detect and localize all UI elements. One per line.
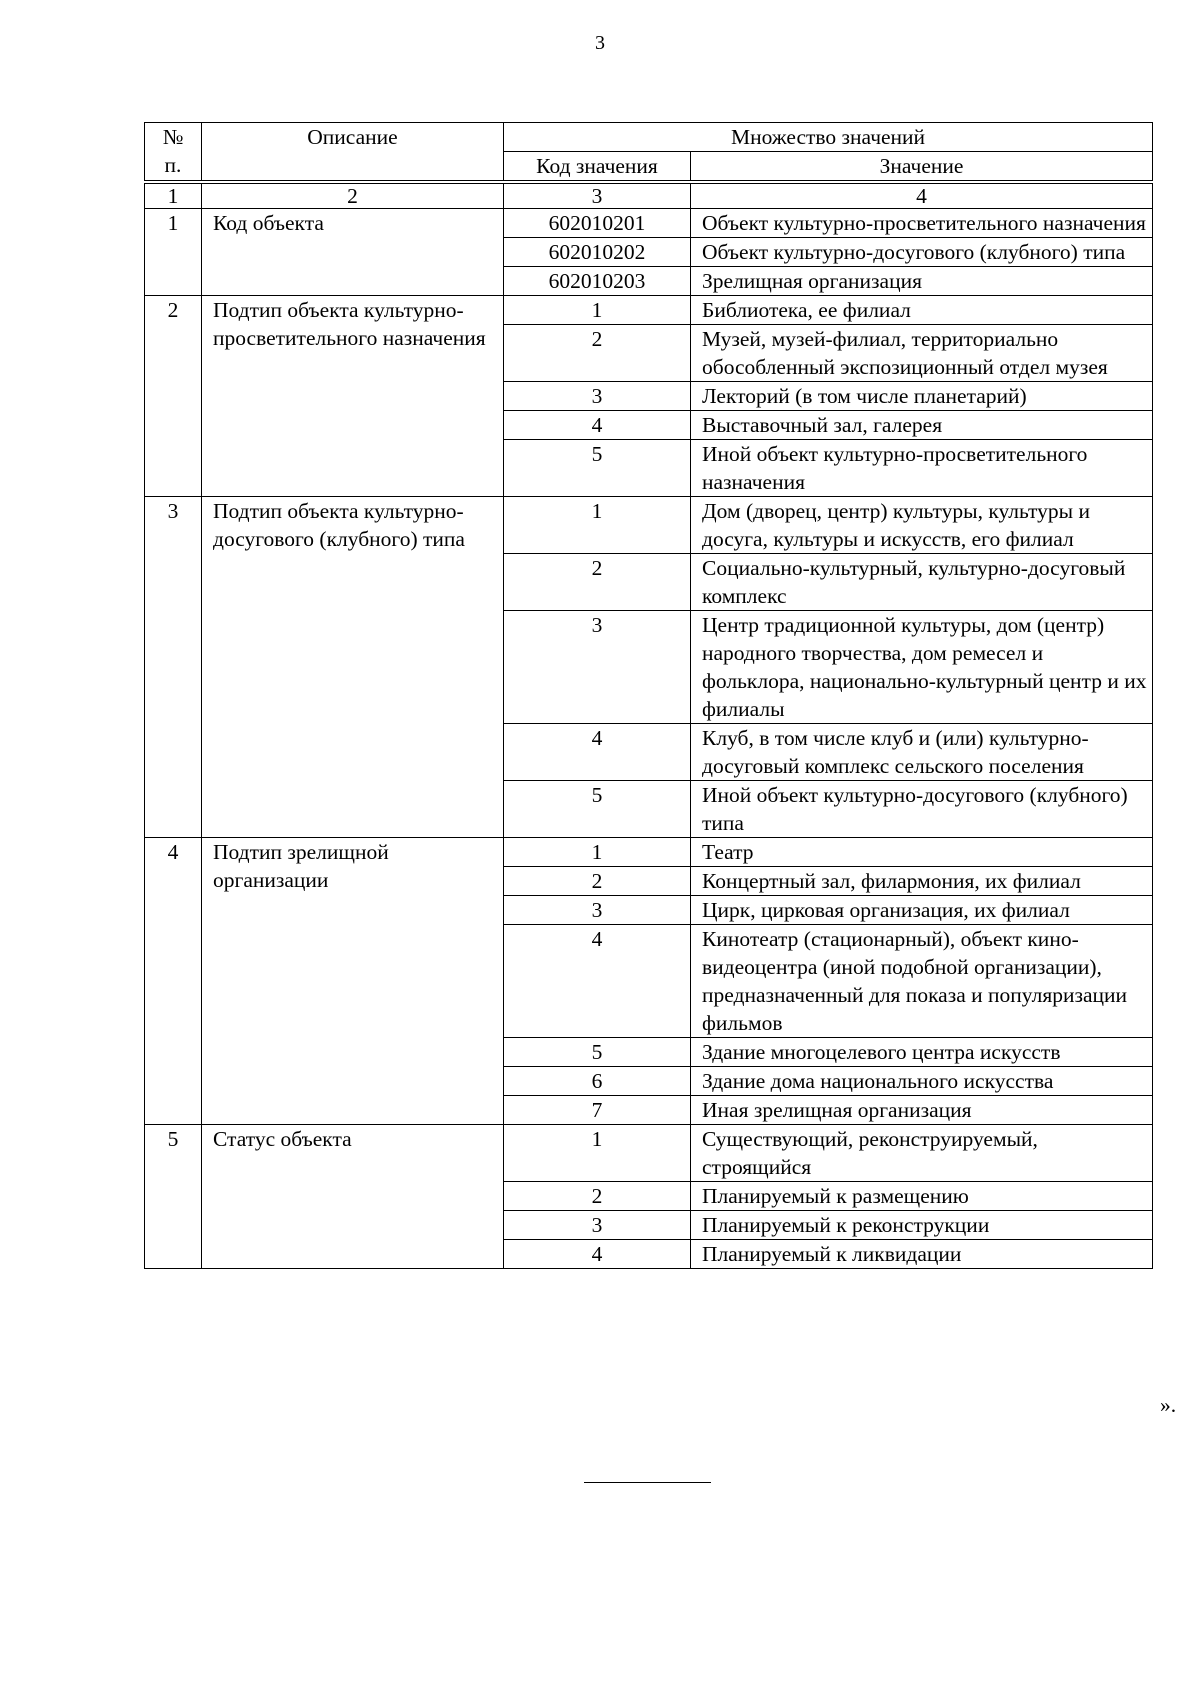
row-description: Подтип объекта культурно-просветительного назначения — [202, 296, 504, 497]
value-code: 1 — [504, 296, 691, 325]
row-description: Код объекта — [202, 209, 504, 296]
value-text: Цирк, цирковая организация, их филиал — [691, 896, 1153, 925]
value-text: Иной объект культурно-досугового (клубного) типа — [691, 781, 1153, 838]
value-text: Объект культурно-просветительного назначения — [691, 209, 1153, 238]
value-text: Здание дома национального искусства — [691, 1067, 1153, 1096]
row-description: Статус объекта — [202, 1125, 504, 1269]
column-number-2: 2 — [202, 184, 504, 209]
footer-divider — [584, 1482, 711, 1483]
column-number-3: 3 — [504, 184, 691, 209]
value-text: Дом (дворец, центр) культуры, культуры и досуга, культуры и искусств, его филиал — [691, 497, 1153, 554]
value-text: Кинотеатр (стационарный), объект кино-видеоцентра (иной подобной организации), предназначенный для показа и популяризации фильмов — [691, 925, 1153, 1038]
header-value-set: Множество значений — [504, 123, 1153, 152]
value-code: 5 — [504, 781, 691, 838]
row-description: Подтип зрелищной организации — [202, 838, 504, 1125]
value-text: Планируемый к ликвидации — [691, 1240, 1153, 1269]
row-description: Подтип объекта культурно-досугового (клубного) типа — [202, 497, 504, 838]
value-code: 602010201 — [504, 209, 691, 238]
value-text: Объект культурно-досугового (клубного) типа — [691, 238, 1153, 267]
value-code: 2 — [504, 867, 691, 896]
column-number-1: 1 — [145, 184, 202, 209]
value-code: 3 — [504, 382, 691, 411]
value-code: 3 — [504, 611, 691, 724]
value-text: Центр традиционной культуры, дом (центр) народного творчества, дом ремесел и фольклора, национально-культурный центр и их филиалы — [691, 611, 1153, 724]
table-header-row — [145, 123, 1153, 152]
value-text: Планируемый к реконструкции — [691, 1211, 1153, 1240]
closing-quote: ». — [1160, 1393, 1177, 1417]
value-code: 1 — [504, 497, 691, 554]
row-number: 3 — [145, 497, 202, 838]
value-text: Существующий, реконструируемый, строящийся — [691, 1125, 1153, 1182]
value-code: 2 — [504, 554, 691, 611]
value-text: Библиотека, ее филиал — [691, 296, 1153, 325]
table-row — [145, 838, 1153, 867]
value-code: 602010202 — [504, 238, 691, 267]
table-row — [145, 296, 1153, 325]
value-code: 2 — [504, 325, 691, 382]
value-code: 5 — [504, 1038, 691, 1067]
value-code: 4 — [504, 925, 691, 1038]
value-code: 3 — [504, 896, 691, 925]
column-number-4: 4 — [691, 184, 1153, 209]
header-num: № п. — [145, 123, 202, 181]
value-code: 4 — [504, 1240, 691, 1269]
row-number: 4 — [145, 838, 202, 1125]
value-code: 7 — [504, 1096, 691, 1125]
value-text: Клуб, в том числе клуб и (или) культурно-досуговый комплекс сельского поселения — [691, 724, 1153, 781]
value-text: Планируемый к размещению — [691, 1182, 1153, 1211]
value-code: 602010203 — [504, 267, 691, 296]
header-code: Код значения — [504, 152, 691, 181]
value-code: 3 — [504, 1211, 691, 1240]
value-text: Лекторий (в том числе планетарий) — [691, 382, 1153, 411]
header-description: Описание — [202, 123, 504, 181]
value-code: 1 — [504, 838, 691, 867]
value-code: 6 — [504, 1067, 691, 1096]
row-number: 1 — [145, 209, 202, 296]
value-text: Музей, музей-филиал, территориально обособленный экспозиционный отдел музея — [691, 325, 1153, 382]
value-text: Зрелищная организация — [691, 267, 1153, 296]
column-numbers-row — [145, 184, 1153, 209]
page-number: 3 — [595, 32, 605, 54]
value-text: Иная зрелищная организация — [691, 1096, 1153, 1125]
value-code: 5 — [504, 440, 691, 497]
value-code: 1 — [504, 1125, 691, 1182]
header-value: Значение — [691, 152, 1153, 181]
values-table — [144, 122, 1153, 1269]
table-row — [145, 209, 1153, 238]
value-text: Здание многоцелевого центра искусств — [691, 1038, 1153, 1067]
value-code: 2 — [504, 1182, 691, 1211]
row-number: 5 — [145, 1125, 202, 1269]
value-text: Театр — [691, 838, 1153, 867]
row-number: 2 — [145, 296, 202, 497]
value-code: 4 — [504, 724, 691, 781]
value-text: Выставочный зал, галерея — [691, 411, 1153, 440]
value-text: Концертный зал, филармония, их филиал — [691, 867, 1153, 896]
value-code: 4 — [504, 411, 691, 440]
table-row — [145, 1125, 1153, 1182]
table-row — [145, 497, 1153, 554]
value-text: Социально-культурный, культурно-досуговый комплекс — [691, 554, 1153, 611]
value-text: Иной объект культурно-просветительного назначения — [691, 440, 1153, 497]
values-table-body — [145, 123, 1153, 1269]
